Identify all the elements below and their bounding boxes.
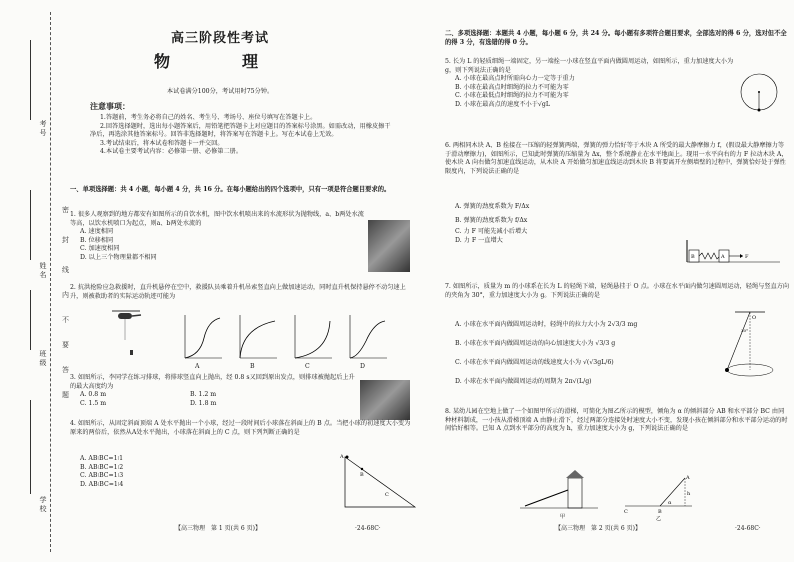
- option: D. 以上三个物理量都不相同: [80, 253, 157, 261]
- option: B. 弹簧的劲度系数为 f/Δx: [455, 217, 528, 224]
- point-label: A: [686, 475, 690, 481]
- notice-title: 注意事项：: [90, 101, 130, 111]
- option: B. 小球在水平面内做圆周运动的向心加速度大小为 √3/3 g: [455, 340, 616, 347]
- notice-list: [90, 114, 395, 157]
- seal-char: 线: [62, 266, 69, 274]
- graph-a: [185, 315, 222, 358]
- option: B. 1.2 m: [190, 391, 217, 399]
- page-1-footer-code: ·24-68C·: [355, 525, 381, 532]
- trajectory-graphs: [180, 313, 400, 363]
- rescuer-icon: [130, 350, 134, 356]
- seal-char: 要: [62, 341, 69, 349]
- section-2-heading: 二、多项选择题：本题共 4 小题，每小题 6 分，共 24 分。每小题有多项符合题目要求，全部选对的得 6 分，选对但不全的得 3 分，有选错的得 0 分。: [445, 30, 787, 46]
- graph-label: C: [305, 363, 310, 370]
- option: D. 小球在水平面内做圆周运动的周期为 2π√(L/g): [455, 378, 592, 385]
- question-5: [445, 58, 735, 110]
- spring-blocks-diagram: [685, 238, 785, 268]
- question-7-options: [445, 315, 715, 391]
- seal-line: [50, 12, 51, 552]
- notice-item: 4.本试卷主要考试内容：必修第一册、必修第二册。: [100, 148, 243, 156]
- section-1-heading: 一、单项选择题：共 4 小题，每小题 4 分，共 16 分。在每小题给出的四个选项中，只有一项是符合题目要求的。: [70, 186, 391, 193]
- option: C. AB∶BC=1∶3: [80, 472, 124, 480]
- seal-char: 题: [62, 391, 69, 399]
- label-banji: 班级: [39, 350, 47, 368]
- incline-diagram: [340, 452, 420, 512]
- seal-char: 答: [62, 366, 69, 374]
- question-2: [70, 284, 415, 301]
- graph-label: A: [195, 363, 200, 370]
- question-4: [70, 420, 415, 437]
- question-stem: 4. 如图所示，从固定斜面顶端 A 处水平抛出一个小球，经过一段时间后小球落在斜面上的 B 点。当把小球的初速度大小变为原来的两倍后，依然从A处水平抛出，小球落在斜面上的 C 点，则下列判断正确的是: [70, 420, 411, 436]
- label-kaohao: 考号: [39, 120, 47, 138]
- question-stem: 3. 如图所示，李同学在练习排球，将排球竖直向上抛出，经 0.8 s又回到原出发点，则排球被拋起后上升的最大高度约为: [70, 374, 355, 390]
- question-stem: 2. 抗洪抢险应急救援时，直升机悬停在空中，救援队员乘着升机吊索竖直向上做加速运动，同时直升机保持悬停不动匀速上升，则被救助者的实际运动轨迹可能为: [70, 284, 406, 300]
- option: D. 小球在最高点的速度不小于√gL: [455, 100, 550, 108]
- force-label: F: [745, 254, 749, 260]
- seal-char: 密: [62, 206, 69, 214]
- exam-title: 高三阶段性考试: [170, 31, 269, 46]
- option: A. 弹簧的劲度系数为 F/Δx: [455, 203, 530, 210]
- question-6: [445, 142, 790, 176]
- notice-item: 2.回答选择题时，选出每小题答案后，用铅笔把答题卡上对应题目的答案标号涂黑。如需改动，用橡皮擦干净后，再选涂其他答案标号。回答非选择题时，将答案写在答题卡上。写在本试卷上无效。: [90, 122, 391, 139]
- conical-pendulum-diagram: [715, 310, 780, 390]
- page-1: [70, 30, 415, 550]
- graph-b: [240, 315, 277, 358]
- seal-char: 封: [62, 236, 69, 244]
- point-label: B: [658, 509, 662, 515]
- slide-model-diagram: [620, 470, 700, 520]
- question-6-options: [445, 200, 645, 245]
- helicopter-icon: [112, 310, 142, 322]
- angle-label: 30°: [741, 328, 749, 333]
- graph-c: [295, 315, 332, 358]
- field-kaohao: [30, 40, 31, 120]
- option: D. AB∶BC=1∶4: [80, 480, 124, 488]
- exam-info: 本试卷满分100分，考试用时75分钟。: [166, 88, 274, 95]
- option: A. AB∶BC=1∶1: [80, 455, 124, 462]
- option: B. 小球在最高点时细绳的拉力不可能为零: [455, 83, 569, 91]
- binding-margin: [0, 0, 69, 562]
- page-2-footer-code: ·24-68C·: [735, 525, 761, 532]
- drinking-fountain-photo: [368, 220, 410, 272]
- option: C. 小球在水平面内做圆周运动的线速度大小为 √(√3gL/6): [455, 359, 614, 366]
- block-label: A: [721, 254, 725, 260]
- option: A. 0.8 m: [80, 391, 107, 399]
- question-stem: 7. 如图所示，质量为 m 的小球系在长为 L 的轻绳下端，轻绳悬挂于 O 点。小球在水平面内做匀速圆周运动，轻绳与竖直方向的夹角为 30°，重力加速度大小为 g。下列说法正确的是: [445, 283, 790, 299]
- option: A. 小球在最高点时所需向心力一定等于重力: [455, 75, 575, 83]
- question-stem: 8. 某幼儿园在空地上做了一个如图甲所示的滑梯，可简化为图乙所示的模型，倾角为 α 的倾斜部分 AB 和水平部分 BC 由同种材料制成，一小孩从滑梯顶端 A 由静止滑下，经过两部分连接处时速度大小不变，发现小孩在倾斜部分和水平部分运动的时间恰好相等。已知 A 点到水平部分的高度为 h，重力加速度大小为 g，下列说法正确的是: [445, 408, 788, 433]
- notice-item: 3.考试结束后，将本试卷和答题卡一并交回。: [100, 139, 224, 147]
- field-xuexiao: [30, 400, 31, 494]
- volleyball-photo: [360, 380, 410, 420]
- option: D. 力 F 一直增大: [455, 236, 503, 244]
- question-8: [445, 408, 790, 434]
- angle-label: α: [668, 500, 672, 506]
- block-label: B: [691, 254, 695, 260]
- question-7: [445, 283, 790, 300]
- figure-label: 甲: [560, 514, 566, 520]
- point-label: A: [340, 454, 344, 460]
- height-label: h: [687, 491, 691, 497]
- vertical-circle-diagram: [737, 70, 782, 115]
- option: C. 小球在最低点时细绳的拉力不可能为零: [455, 92, 569, 100]
- graph-label: D: [360, 363, 365, 370]
- seal-char: 不: [62, 316, 69, 324]
- option: D. 1.8 m: [190, 399, 217, 407]
- field-banji: [30, 290, 31, 350]
- option: A. 速度相同: [80, 228, 114, 236]
- question-stem: 1. 很多人观察到的地方都安有如图所示的自饮水机，图中饮水机喷出来的水流形状为抛物线，a、b两处水流等高，以饮水机喷口为起点，则a、b两处水流的: [70, 211, 364, 227]
- question-1: [70, 211, 365, 263]
- slide-photo-diagram: [520, 470, 600, 520]
- page-1-footer: 【高三物理 第 1 页(共 6 页)】: [175, 525, 261, 532]
- seal-char: 内: [62, 291, 69, 299]
- option: A. 小球在水平面内做圆周运动时，轻绳中的拉力大小为 2√3/3 mg: [455, 321, 638, 328]
- point-label: C: [624, 509, 628, 515]
- question-stem: 6. 两相同木块 A、B 拴接在一压缩的轻弹簧两端，弹簧的弹力恰好等于木块 A 所受的最大静摩擦力 f，(假设最大静摩擦力等于滑动摩擦力)，如图所示，已知此时弹簧的压缩量为 Δx，整个系统静止在水平地面上。现用一水平向右的力 F 拉动木块 A，使木块 A 向右做匀加速直线运动，从木块 A 开始做匀加速直线运动到木块 B 将要离开左侧墙壁的过程中，弹簧恰好处于弹性限度内，下列说法正确的是: [445, 142, 788, 175]
- point-label: C: [385, 492, 389, 498]
- option: B. AB∶BC=1∶2: [80, 463, 124, 471]
- page-2: [445, 30, 790, 550]
- question-stem: 5. 长为 L 的轻质细绳一端固定，另一端拴一小球在竖直平面内做圆周运动，如图所示，重力加速度大小为 g，则下列说法正确的是: [445, 58, 734, 74]
- label-xuexiao: 学校: [39, 496, 47, 514]
- question-4-options: [70, 455, 230, 489]
- point-label: O: [752, 315, 757, 321]
- option: C. 1.5 m: [80, 399, 107, 407]
- option: C. 力 F 可能先减小后增大: [455, 228, 528, 235]
- graph-d: [350, 315, 387, 358]
- question-3: [70, 374, 355, 408]
- graph-label: B: [250, 363, 255, 370]
- option: C. 加速度相同: [80, 245, 120, 253]
- option: B. 位移相同: [80, 236, 114, 244]
- label-xingming: 姓名: [39, 262, 47, 280]
- subject-title: 物 理: [153, 52, 286, 71]
- field-xingming: [30, 190, 31, 260]
- point-label: B: [360, 472, 364, 478]
- notice-item: 1.答题前，考生务必将自己的姓名、考生号、考场号、座位号填写在答题卡上。: [100, 114, 317, 121]
- page-2-footer: 【高三物理 第 2 页(共 6 页)】: [555, 525, 641, 532]
- figure-label: 乙: [656, 516, 662, 522]
